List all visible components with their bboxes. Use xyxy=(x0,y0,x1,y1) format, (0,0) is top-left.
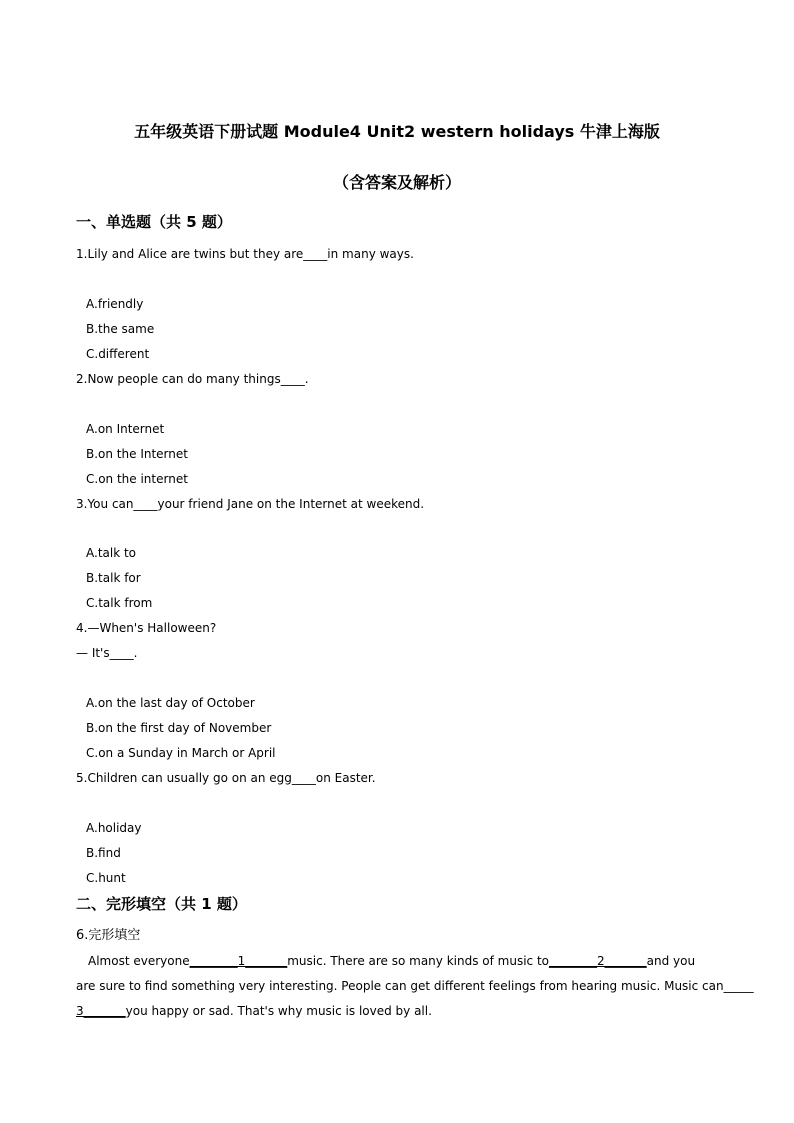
question-4-option-a: A.on the last day of October xyxy=(86,696,255,710)
question-1-option-b: B.the same xyxy=(86,322,155,336)
question-4-stem-answer-line: — It's____. xyxy=(76,646,138,660)
question-1-option-c: C.different xyxy=(86,347,150,361)
document-subtitle: （含答案及解析） xyxy=(332,173,461,192)
question-2-option-b: B.on the Internet xyxy=(86,447,188,461)
cloze-text: you happy or sad. That's why music is loved by all. xyxy=(125,1004,432,1018)
question-2-option-a: A.on Internet xyxy=(86,422,165,436)
question-5-option-a: A.holiday xyxy=(86,821,142,835)
question-3-option-b: B.talk for xyxy=(86,571,141,585)
question-1-option-a: A.friendly xyxy=(86,297,144,311)
cloze-text: Almost everyone xyxy=(88,954,190,968)
cloze-blank-2: ________2_______ xyxy=(549,954,647,968)
question-2-option-c: C.on the internet xyxy=(86,472,188,486)
question-5-option-b: B.find xyxy=(86,846,121,860)
cloze-blank-1: ________1_______ xyxy=(189,954,288,968)
section-heading-single-choice: 一、单选题（共 5 题） xyxy=(76,213,232,231)
cloze-blank-3: 3_______ xyxy=(76,1004,126,1018)
document-title: 五年级英语下册试题 Module4 Unit2 western holidays 牛津上海版 xyxy=(134,122,660,141)
question-5-stem: 5.Children can usually go on an egg____on Easter. xyxy=(76,771,376,785)
section-heading-cloze: 二、完形填空（共 1 题） xyxy=(76,895,247,913)
question-3-option-a: A.talk to xyxy=(86,546,137,560)
cloze-text: and you xyxy=(646,954,696,968)
cloze-paragraph-line-2: are sure to find something very interesting. People can get different feelings from hearing music. Music can_____ xyxy=(76,979,754,993)
question-4-option-c: C.on a Sunday in March or April xyxy=(86,746,276,760)
question-6-title: 6.完形填空 xyxy=(76,928,141,943)
question-3-option-c: C.talk from xyxy=(86,596,153,610)
question-5-option-c: C.hunt xyxy=(86,871,126,885)
cloze-text: music. There are so many kinds of music to xyxy=(287,954,549,968)
question-2-stem: 2.Now people can do many things____. xyxy=(76,372,309,386)
cloze-paragraph-line-3 xyxy=(76,1003,724,1019)
question-1-stem: 1.Lily and Alice are twins but they are____in many ways. xyxy=(76,247,414,261)
question-4-option-b: B.on the first day of November xyxy=(86,721,272,735)
question-3-stem: 3.You can____your friend Jane on the Internet at weekend. xyxy=(76,497,425,511)
question-4-stem: 4.—When's Halloween? xyxy=(76,621,217,635)
cloze-paragraph-line-1 xyxy=(76,953,736,969)
